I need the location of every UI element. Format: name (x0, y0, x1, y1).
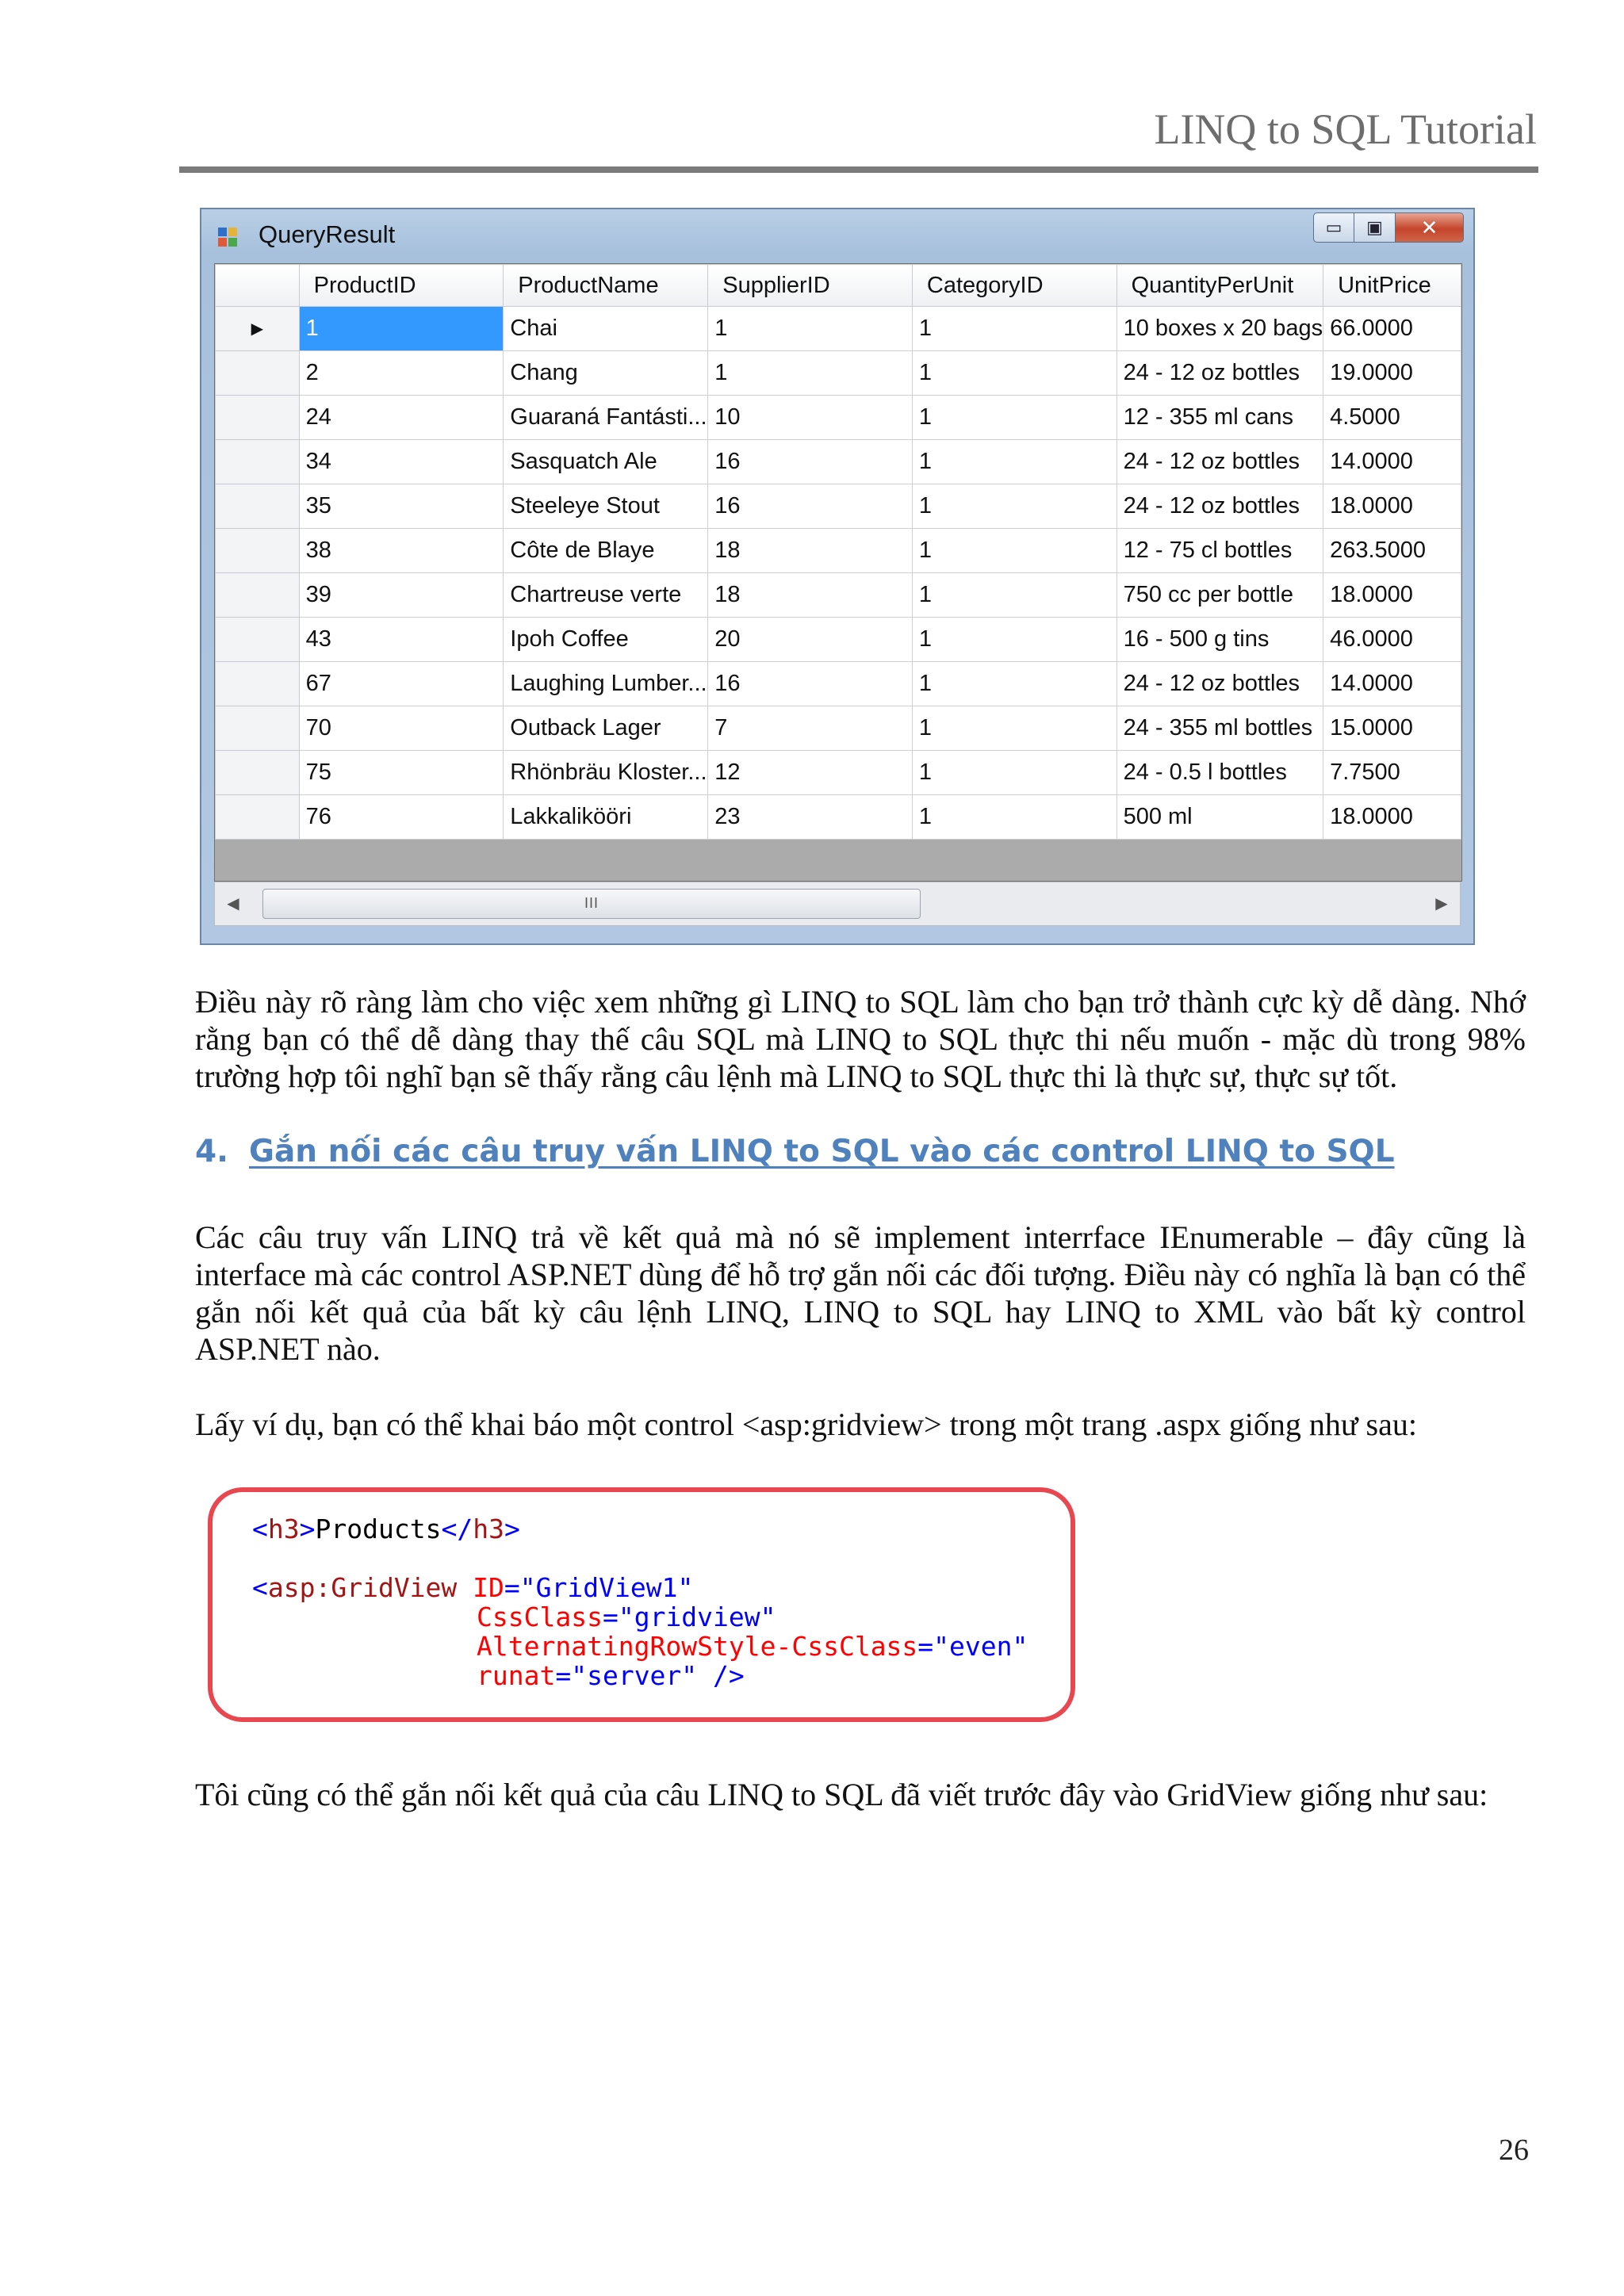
table-cell[interactable]: 1 (912, 440, 1116, 484)
scroll-right-arrow-icon[interactable]: ▶ (1435, 895, 1448, 913)
table-cell[interactable]: 16 (708, 662, 913, 706)
table-cell[interactable]: 38 (299, 529, 504, 573)
table-cell[interactable]: 2 (299, 351, 504, 396)
section-title-link[interactable]: Gắn nối các câu truy vấn LINQ to SQL vào các control LINQ to SQL (248, 1134, 1395, 1169)
row-header[interactable] (216, 662, 300, 706)
table-cell[interactable]: 1 (708, 307, 913, 351)
table-cell[interactable]: 1 (912, 307, 1116, 351)
table-row[interactable] (216, 351, 1461, 396)
table-cell[interactable]: 1 (708, 351, 913, 396)
table-cell[interactable]: 1 (912, 706, 1116, 751)
scrollbar-thumb[interactable]: III (262, 889, 921, 919)
section-number: 4. (195, 1134, 228, 1169)
table-cell[interactable]: 24 (299, 396, 504, 440)
table-cell[interactable]: Ipoh Coffee (504, 618, 708, 662)
table-cell[interactable]: 16 (708, 484, 913, 529)
data-grid[interactable] (214, 263, 1462, 882)
table-cell[interactable]: 10 boxes x 20 bags (1116, 307, 1323, 351)
table-cell[interactable]: Rhönbräu Kloster... (504, 751, 708, 795)
table-cell[interactable]: 43 (299, 618, 504, 662)
table-cell[interactable]: 1 (912, 573, 1116, 618)
table-cell[interactable]: 19.0000 (1323, 351, 1461, 396)
table-cell[interactable]: 16 - 500 g tins (1116, 618, 1323, 662)
minimize-button[interactable]: ▭ (1313, 212, 1354, 243)
column-header-quantityperunit[interactable]: QuantityPerUnit (1116, 265, 1323, 307)
table-cell[interactable]: 18.0000 (1323, 795, 1461, 840)
section-heading (195, 1134, 1395, 1169)
scroll-left-arrow-icon[interactable]: ◀ (227, 895, 239, 913)
current-row-indicator-icon[interactable]: ▶ (216, 307, 300, 351)
table-cell[interactable]: Chang (504, 351, 708, 396)
page-header-title: LINQ to SQL Tutorial (1154, 105, 1537, 153)
table-cell[interactable]: 1 (912, 396, 1116, 440)
table-row[interactable] (216, 751, 1461, 795)
table-row[interactable] (216, 662, 1461, 706)
table-cell[interactable]: Chai (504, 307, 708, 351)
table-cell[interactable]: Chartreuse verte (504, 573, 708, 618)
table-cell[interactable]: 7 (708, 706, 913, 751)
table-cell[interactable]: 20 (708, 618, 913, 662)
table-cell[interactable]: 12 - 75 cl bottles (1116, 529, 1323, 573)
table-cell[interactable]: 7.7500 (1323, 751, 1461, 795)
row-header[interactable] (216, 706, 300, 751)
table-cell[interactable]: 1 (912, 529, 1116, 573)
table-cell[interactable]: 75 (299, 751, 504, 795)
table-cell[interactable]: 10 (708, 396, 913, 440)
row-header[interactable] (216, 440, 300, 484)
column-header-productid[interactable]: ProductID (299, 265, 504, 307)
table-cell[interactable]: 24 - 12 oz bottles (1116, 484, 1323, 529)
table-cell[interactable]: 4.5000 (1323, 396, 1461, 440)
table-cell[interactable]: Lakkalikööri (504, 795, 708, 840)
table-cell[interactable]: 46.0000 (1323, 618, 1461, 662)
table-row[interactable] (216, 396, 1461, 440)
row-header[interactable] (216, 795, 300, 840)
row-header[interactable] (216, 484, 300, 529)
page-number: 26 (1499, 2133, 1529, 2167)
column-header-unitprice[interactable]: UnitPrice (1323, 265, 1461, 307)
code-line-h3: <h3>Products</h3> (252, 1513, 520, 1544)
table-cell[interactable]: 66.0000 (1323, 307, 1461, 351)
body-paragraph-2: Các câu truy vấn LINQ trả về kết quả mà nó sẽ implement interrface IEnumerable – đây cũng là interface mà các control ASP.NET dùng để hỗ trợ gắn nối các đối tượng. Điều này có nghĩa là bạn có thể gắn nối kết quả của bất kỳ câu lệnh LINQ, LINQ to SQL hay LINQ to XML vào bất kỳ control ASP.NET nào. (195, 1219, 1526, 1367)
table-cell[interactable]: 14.0000 (1323, 662, 1461, 706)
code-snippet (208, 1487, 1075, 1722)
code-line-runat: runat="server" /> (477, 1660, 745, 1691)
table-cell[interactable]: 500 ml (1116, 795, 1323, 840)
horizontal-scrollbar[interactable] (214, 882, 1461, 926)
window-controls (1313, 212, 1464, 244)
table-cell[interactable]: 1 (912, 618, 1116, 662)
table-cell[interactable]: 18.0000 (1323, 573, 1461, 618)
table-cell[interactable]: Guaraná Fantásti... (504, 396, 708, 440)
table-cell[interactable]: 18 (708, 573, 913, 618)
table-cell[interactable]: 1 (912, 351, 1116, 396)
row-header[interactable] (216, 618, 300, 662)
table-header-row (216, 265, 1461, 307)
table-row[interactable] (216, 484, 1461, 529)
column-header-supplierid[interactable]: SupplierID (708, 265, 913, 307)
code-line-cssclass: CssClass="gridview" (477, 1601, 776, 1632)
table-cell[interactable]: 67 (299, 662, 504, 706)
code-line-alternating: AlternatingRowStyle-CssClass="even" (477, 1631, 1028, 1662)
window-title: QueryResult (259, 220, 396, 248)
table-row[interactable] (216, 573, 1461, 618)
table-cell[interactable]: Outback Lager (504, 706, 708, 751)
table-cell[interactable]: 24 - 355 ml bottles (1116, 706, 1323, 751)
row-header-corner[interactable] (216, 265, 300, 307)
maximize-button[interactable]: ▣ (1354, 212, 1396, 243)
table-cell[interactable]: 263.5000 (1323, 529, 1461, 573)
body-paragraph-4: Tôi cũng có thể gắn nối kết quả của câu LINQ to SQL đã viết trước đây vào GridView giống như sau: (195, 1777, 1488, 1812)
table-cell[interactable]: 23 (708, 795, 913, 840)
table-cell[interactable]: 24 - 12 oz bottles (1116, 662, 1323, 706)
body-paragraph-3: Lấy ví dụ, bạn có thể khai báo một control <asp:gridview> trong một trang .aspx giống như sau: (195, 1406, 1417, 1442)
table-cell[interactable]: 35 (299, 484, 504, 529)
table-cell[interactable]: Steeleye Stout (504, 484, 708, 529)
table-cell[interactable]: 24 - 12 oz bottles (1116, 440, 1323, 484)
table-row[interactable] (216, 706, 1461, 751)
table-row[interactable] (216, 440, 1461, 484)
table-cell[interactable]: 1 (912, 662, 1116, 706)
results-table (215, 264, 1461, 840)
row-header[interactable] (216, 573, 300, 618)
table-cell[interactable]: 39 (299, 573, 504, 618)
table-cell[interactable]: 12 - 355 ml cans (1116, 396, 1323, 440)
table-cell[interactable]: 34 (299, 440, 504, 484)
window-titlebar[interactable] (201, 209, 1473, 262)
header-rule (179, 166, 1538, 173)
table-cell[interactable]: 750 cc per bottle (1116, 573, 1323, 618)
table-cell[interactable]: Côte de Blaye (504, 529, 708, 573)
table-cell[interactable]: 1 (299, 307, 504, 351)
table-cell[interactable]: Sasquatch Ale (504, 440, 708, 484)
table-cell[interactable]: 18 (708, 529, 913, 573)
row-header[interactable] (216, 751, 300, 795)
table-cell[interactable]: Laughing Lumber... (504, 662, 708, 706)
table-cell[interactable]: 24 - 0.5 l bottles (1116, 751, 1323, 795)
row-header[interactable] (216, 396, 300, 440)
table-cell[interactable]: 12 (708, 751, 913, 795)
table-row[interactable] (216, 307, 1461, 351)
column-header-productname[interactable]: ProductName (504, 265, 708, 307)
row-header[interactable] (216, 529, 300, 573)
table-cell[interactable]: 16 (708, 440, 913, 484)
table-cell[interactable]: 24 - 12 oz bottles (1116, 351, 1323, 396)
table-cell[interactable]: 1 (912, 751, 1116, 795)
row-header[interactable] (216, 351, 300, 396)
table-cell[interactable]: 14.0000 (1323, 440, 1461, 484)
table-cell[interactable]: 15.0000 (1323, 706, 1461, 751)
table-cell[interactable]: 1 (912, 795, 1116, 840)
table-cell[interactable]: 1 (912, 484, 1116, 529)
table-row[interactable] (216, 618, 1461, 662)
body-paragraph-1: Điều này rõ ràng làm cho việc xem những gì LINQ to SQL làm cho bạn trở thành cực kỳ dễ dàng. Nhớ rằng bạn có thể dễ dàng thay thế câu SQL mà LINQ to SQL thực thi nếu muốn - mặc dù trong 98% trường hợp tôi nghĩ bạn sẽ thấy rằng câu lệnh mà LINQ to SQL thực thi là thực sự, thực sự tốt. (195, 984, 1526, 1094)
table-cell[interactable]: 18.0000 (1323, 484, 1461, 529)
code-line-gridview: <asp:GridView ID="GridView1" (252, 1572, 694, 1603)
table-cell[interactable]: 70 (299, 706, 504, 751)
table-row[interactable] (216, 529, 1461, 573)
table-cell[interactable]: 76 (299, 795, 504, 840)
table-row[interactable] (216, 795, 1461, 840)
close-button[interactable]: ✕ (1396, 212, 1464, 243)
column-header-categoryid[interactable]: CategoryID (912, 265, 1116, 307)
query-result-window (200, 208, 1475, 945)
app-grid-icon (217, 227, 238, 247)
